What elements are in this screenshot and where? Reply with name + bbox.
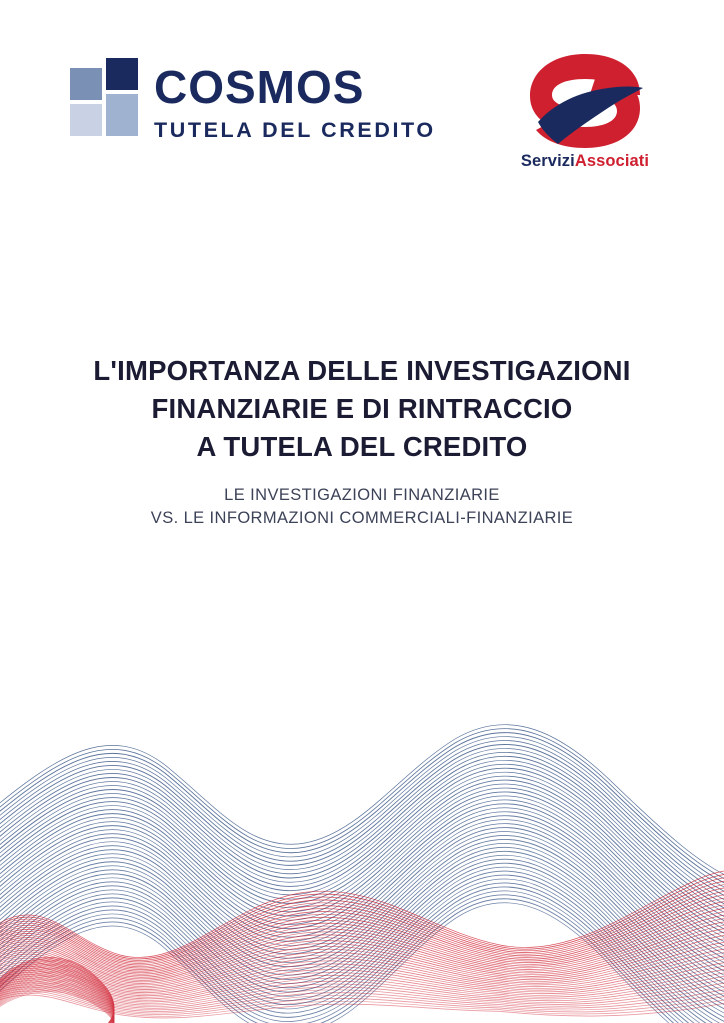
cover-title-block (0, 352, 724, 531)
page-title (30, 352, 694, 466)
logo-square-top-left (70, 68, 102, 100)
page-subtitle-line-1: LE INVESTIGAZIONI FINANZIARIE (224, 485, 500, 504)
cosmos-brand-name: COSMOS (154, 61, 365, 113)
logo-square-bottom-left (70, 104, 102, 136)
flowing-line-wave-graphic (0, 693, 724, 1023)
page-title-line-3: A TUTELA DEL CREDITO (196, 430, 528, 462)
four-squares-logo-icon (70, 58, 146, 136)
logo-square-bottom-right (106, 94, 138, 136)
page-subtitle (0, 484, 724, 531)
servizi-associati-wordmark (500, 152, 670, 171)
cover-header (0, 0, 724, 200)
logo-square-top-right (106, 58, 138, 90)
cosmos-logo (70, 58, 436, 143)
page-title-line-1: L'IMPORTANZA DELLE INVESTIGAZIONI (93, 355, 631, 386)
cosmos-brand-tagline: TUTELA DEL CREDITO (154, 118, 436, 142)
cosmos-logo-text (154, 58, 436, 143)
page-title-line-2: FINANZIARIE E DI RINTRACCIO (151, 392, 573, 424)
associati-word: Associati (574, 152, 650, 170)
servizi-associati-logo (500, 52, 670, 182)
page-subtitle-line-2: VS. LE INFORMAZIONI COMMERCIALI-FINANZIARIE (150, 509, 574, 528)
servizi-word: Servizi (520, 152, 575, 170)
s-monogram-icon (524, 52, 646, 150)
